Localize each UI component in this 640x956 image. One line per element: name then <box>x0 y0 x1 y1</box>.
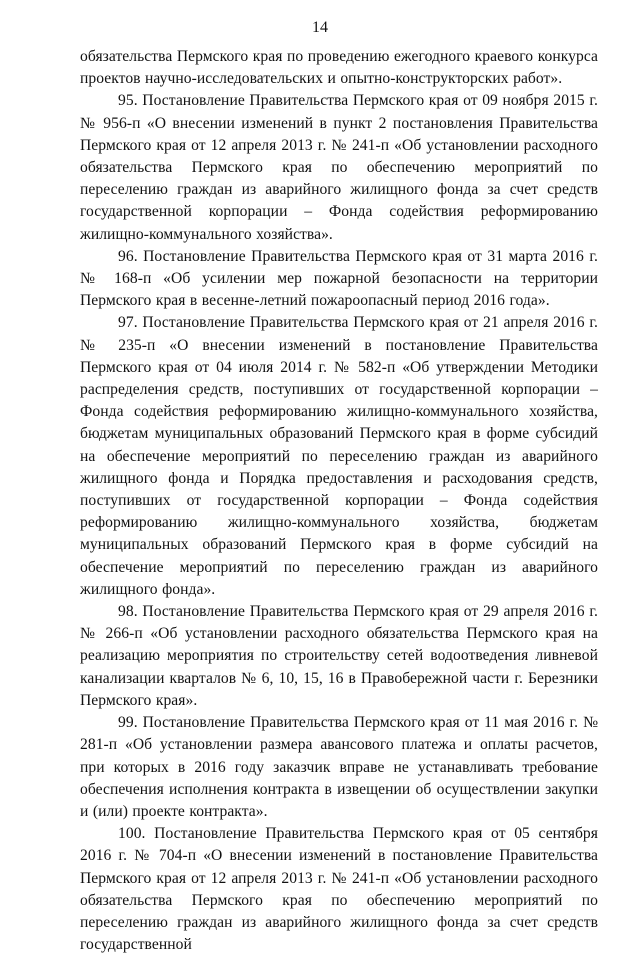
list-item-96: 96. Постановление Правительства Пермского края от 31 марта 2016 г. № 168-п «Об усилении мер пожарной безопасности на территории Пермского края в весенне-летний пожароопасный период 2016 года». <box>80 247 598 310</box>
list-item-97: 97. Постановление Правительства Пермского края от 21 апреля 2016 г. № 235-п «О внесении изменений в постановление Правительства Пермского края от 04 июля 2014 г. № 582-п «Об утверждении Методики распределения средств, поступивших от государственной корпорации – Фонда содействия реформированию жилищно-коммунального хозяйства, бюджетам муниципальных образований Пермского края в форме субсидий на обеспечение мероприятий по переселению граждан из аварийного жилищного фонда и Порядка предоставления и расходования средств, поступивших от государственной корпорации – Фонда содействия реформированию жилищно-коммунального хозяйства, бюджетам муниципальных образований Пермского края в форме субсидий на обеспечение мероприятий по переселению граждан из аварийного жилищного фонда». <box>80 314 598 598</box>
page-number: 14 <box>312 19 328 36</box>
paragraph-continuation: обязательства Пермского края по проведению ежегодного краевого конкурса проектов научно-исследовательских и опытно-конструкторских работ». <box>80 48 598 88</box>
list-item-95: 95. Постановление Правительства Пермского края от 09 ноября 2015 г. № 956-п «О внесении изменений в пункт 2 постановления Правительства Пермского края от 12 апреля 2013 г. № 241-п «Об установлении расходного обязательства Пермского края по обеспечению мероприятий по переселению граждан из аварийного жилищного фонда за счет средств государственной корпорации – Фонда содействия реформированию жилищно-коммунального хозяйства». <box>80 92 598 243</box>
list-item-100: 100. Постановление Правительства Пермского края от 05 сентября 2016 г. № 704-п «О внесении изменений в постановление Правительства Пермского края от 12 апреля 2013 г. № 241-п «Об установлении расходного обязательства Пермского края по обеспечению мероприятий по переселению граждан из аварийного жилищного фонда за счет средств государственной <box>80 825 598 954</box>
document-body <box>80 46 598 956</box>
list-item-98: 98. Постановление Правительства Пермского края от 29 апреля 2016 г. № 266-п «Об установлении расходного обязательства Пермского края на реализацию мероприятия по строительству сетей водоотведения ливневой канализации кварталов № 6, 10, 15, 16 в Правобережной части г. Березники Пермского края». <box>80 603 598 709</box>
list-item-99: 99. Постановление Правительства Пермского края от 11 мая 2016 г. № 281-п «Об установлении размера авансового платежа и оплаты расчетов, при которых в 2016 году заказчик вправе не устанавливать требование обеспечения исполнения контракта в извещении об осуществлении закупки и (или) проекте контракта». <box>80 714 598 820</box>
